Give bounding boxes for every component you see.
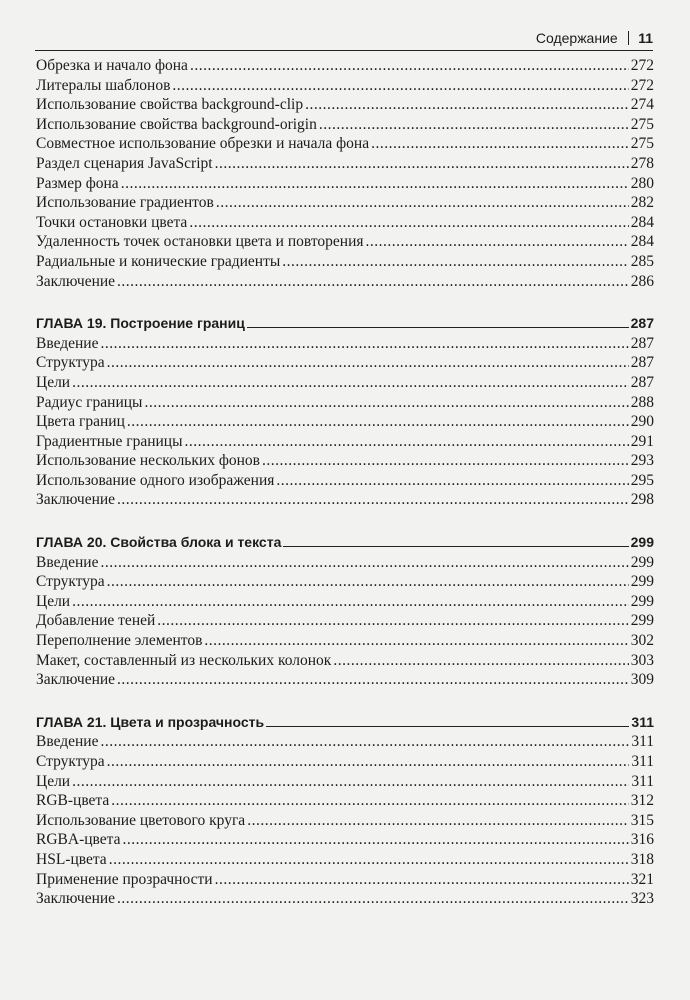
dot-leader xyxy=(72,373,629,393)
toc-entry-title: Заключение xyxy=(36,491,116,509)
toc-entry-title: Цвета границ xyxy=(36,413,125,431)
dot-leader xyxy=(100,732,629,752)
toc-entry-page: 295 xyxy=(630,471,654,489)
header-page-number: 11 xyxy=(638,30,653,46)
toc-entry-page: 311 xyxy=(631,753,654,770)
dot-leader xyxy=(122,830,628,850)
dot-leader xyxy=(216,193,629,213)
toc-entry-page: 287 xyxy=(630,334,654,352)
toc-entry xyxy=(36,592,654,612)
toc-entry-page: 291 xyxy=(630,432,654,450)
toc-entry xyxy=(36,631,654,651)
toc-entry-title: Использование одного изображения xyxy=(36,471,275,489)
toc-entry xyxy=(36,412,654,432)
dot-leader xyxy=(333,651,628,671)
toc-entry-page: 299 xyxy=(630,573,654,591)
toc-entry xyxy=(36,373,654,393)
toc-entry-title: Применение прозрачности xyxy=(36,870,213,888)
dot-leader xyxy=(215,870,629,890)
toc-entry xyxy=(36,393,654,413)
section-gap xyxy=(36,291,654,314)
dot-leader xyxy=(144,393,628,413)
toc-entry-page: 285 xyxy=(630,252,654,270)
dot-leader xyxy=(107,353,629,373)
toc-entry xyxy=(36,213,654,233)
toc-entry-page: 316 xyxy=(630,831,654,849)
toc-entry-page: 272 xyxy=(630,76,654,94)
chapter-title: ГЛАВА 20. Свойства блока и текста xyxy=(36,534,282,551)
header-separator xyxy=(628,31,630,45)
chapter-heading xyxy=(36,533,654,553)
toc-entry-title: RGBA-цвета xyxy=(36,831,121,849)
toc-entry-title: Литералы шаблонов xyxy=(36,76,171,94)
toc-entry-page: 282 xyxy=(630,194,654,212)
toc-entry xyxy=(36,811,654,831)
toc-entry-title: Заключение xyxy=(36,272,116,290)
chapter-page-number: 311 xyxy=(631,713,654,730)
dot-leader xyxy=(204,631,628,651)
header-title: Содержание xyxy=(535,30,618,46)
chapter-leader-line xyxy=(266,714,629,727)
table-of-contents xyxy=(36,56,654,909)
toc-entry xyxy=(36,174,654,194)
toc-entry xyxy=(36,252,654,272)
toc-entry-page: 280 xyxy=(630,174,654,192)
chapter-heading xyxy=(36,314,654,334)
dot-leader xyxy=(127,412,629,432)
toc-entry-title: Размер фона xyxy=(36,174,119,192)
toc-entry xyxy=(36,334,654,354)
dot-leader xyxy=(172,76,628,96)
toc-entry-title: Удаленность точек остановки цвета и повторения xyxy=(36,233,364,251)
toc-entry-title: HSL-цвета xyxy=(36,850,107,868)
dot-leader xyxy=(247,811,629,831)
toc-entry xyxy=(36,732,654,752)
toc-entry-title: Градиентные границы xyxy=(36,432,183,450)
toc-entry xyxy=(36,791,654,811)
toc-entry-page: 298 xyxy=(630,491,654,509)
dot-leader xyxy=(100,553,628,573)
toc-entry-page: 312 xyxy=(630,792,654,810)
toc-entry-page: 288 xyxy=(630,393,654,411)
toc-entry-page: 290 xyxy=(630,413,654,431)
dot-leader xyxy=(107,752,630,772)
section-gap xyxy=(36,510,654,533)
dot-leader xyxy=(111,791,628,811)
toc-entry xyxy=(36,572,654,592)
toc-entry xyxy=(36,272,654,292)
toc-entry-title: Введение xyxy=(36,733,99,751)
toc-entry-title: Цели xyxy=(36,373,71,391)
toc-entry-page: 299 xyxy=(630,592,654,610)
section-gap xyxy=(36,690,654,713)
dot-leader xyxy=(262,451,629,471)
toc-entry-title: Радиальные и конические градиенты xyxy=(36,252,281,270)
toc-entry xyxy=(36,353,654,373)
toc-entry xyxy=(36,830,654,850)
toc-entry-title: Использование цветового круга xyxy=(36,811,246,829)
toc-entry-page: 286 xyxy=(630,272,654,290)
toc-entry-title: Переполнение элементов xyxy=(36,632,203,650)
toc-entry-page: 278 xyxy=(630,154,654,172)
toc-entry-page: 293 xyxy=(630,452,654,470)
dot-leader xyxy=(72,772,629,792)
toc-entry-page: 299 xyxy=(630,553,654,571)
toc-entry-page: 274 xyxy=(630,96,654,114)
dot-leader xyxy=(305,95,629,115)
toc-entry-page: 318 xyxy=(630,850,654,868)
dot-leader xyxy=(215,154,629,174)
toc-entry xyxy=(36,611,654,631)
chapter-title: ГЛАВА 21. Цвета и прозрачность xyxy=(36,713,265,730)
dot-leader xyxy=(371,134,629,154)
toc-entry-page: 299 xyxy=(630,612,654,630)
toc-entry xyxy=(36,772,654,792)
dot-leader xyxy=(117,490,629,510)
dot-leader xyxy=(107,572,629,592)
toc-entry-title: Цели xyxy=(36,772,71,790)
toc-entry-page: 287 xyxy=(630,373,654,391)
chapter-page-number: 299 xyxy=(630,534,654,551)
toc-entry-page: 315 xyxy=(630,811,654,829)
toc-entry-title: Использование свойства background-origin xyxy=(36,115,317,133)
toc-entry xyxy=(36,56,654,76)
toc-entry xyxy=(36,154,654,174)
toc-entry-page: 302 xyxy=(630,632,654,650)
dot-leader xyxy=(185,432,629,452)
toc-entry xyxy=(36,651,654,671)
chapter-leader-line xyxy=(247,315,629,328)
toc-entry-title: Добавление теней xyxy=(36,612,156,630)
toc-entry xyxy=(36,232,654,252)
toc-entry xyxy=(36,76,654,96)
toc-entry-title: Введение xyxy=(36,334,99,352)
chapter-page-number: 287 xyxy=(630,315,654,332)
toc-entry-title: Структура xyxy=(36,573,105,591)
chapter-title: ГЛАВА 19. Построение границ xyxy=(36,315,245,332)
toc-entry xyxy=(36,193,654,213)
toc-entry-title: Раздел сценария JavaScript xyxy=(36,154,213,172)
toc-entry-page: 275 xyxy=(630,115,654,133)
toc-entry-title: Структура xyxy=(36,354,105,372)
toc-entry-page: 287 xyxy=(630,354,654,372)
dot-leader xyxy=(190,56,629,76)
toc-entry xyxy=(36,889,654,909)
dot-leader xyxy=(366,232,629,252)
dot-leader xyxy=(117,272,629,292)
toc-entry xyxy=(36,670,654,690)
toc-entry-title: Использование свойства background-clip xyxy=(36,96,304,114)
toc-entry-title: RGB-цвета xyxy=(36,792,110,810)
toc-entry-title: Заключение xyxy=(36,671,116,689)
toc-entry-page: 284 xyxy=(630,213,654,231)
toc-entry xyxy=(36,134,654,154)
toc-entry xyxy=(36,115,654,135)
dot-leader xyxy=(117,889,629,909)
toc-entry xyxy=(36,471,654,491)
toc-entry-title: Цели xyxy=(36,592,71,610)
toc-entry xyxy=(36,752,654,772)
toc-entry-page: 323 xyxy=(630,890,654,908)
toc-entry-page: 303 xyxy=(630,651,654,669)
chapter-leader-line xyxy=(283,534,628,547)
dot-leader xyxy=(189,213,628,233)
chapter-heading xyxy=(36,713,654,733)
toc-entry xyxy=(36,870,654,890)
toc-entry-page: 309 xyxy=(630,671,654,689)
dot-leader xyxy=(100,334,628,354)
dot-leader xyxy=(109,850,629,870)
toc-entry-page: 311 xyxy=(631,733,654,751)
dot-leader xyxy=(276,471,628,491)
toc-entry-page: 275 xyxy=(630,135,654,153)
toc-entry-title: Использование градиентов xyxy=(36,194,214,212)
toc-entry xyxy=(36,490,654,510)
toc-entry-title: Точки остановки цвета xyxy=(36,213,188,231)
toc-entry-title: Заключение xyxy=(36,890,116,908)
toc-entry-title: Макет, составленный из нескольких колонок xyxy=(36,651,332,669)
toc-entry-page: 321 xyxy=(630,870,654,888)
toc-entry-title: Введение xyxy=(36,553,99,571)
toc-entry xyxy=(36,850,654,870)
dot-leader xyxy=(117,670,629,690)
dot-leader xyxy=(72,592,629,612)
toc-entry-title: Радиус границы xyxy=(36,393,143,411)
toc-entry-title: Обрезка и начало фона xyxy=(36,57,188,74)
toc-entry-title: Использование нескольких фонов xyxy=(36,452,260,470)
toc-entry-page: 311 xyxy=(631,772,654,790)
dot-leader xyxy=(157,611,628,631)
page-header xyxy=(35,30,653,51)
dot-leader xyxy=(121,174,629,194)
toc-entry-page: 284 xyxy=(630,233,654,251)
toc-entry xyxy=(36,432,654,452)
dot-leader xyxy=(319,115,629,135)
toc-entry-title: Структура xyxy=(36,753,105,770)
toc-entry xyxy=(36,95,654,115)
toc-entry-title: Совместное использование обрезки и начала фона xyxy=(36,135,370,153)
toc-entry xyxy=(36,553,654,573)
toc-entry xyxy=(36,451,654,471)
dot-leader xyxy=(282,252,628,272)
toc-entry-page: 272 xyxy=(630,57,654,74)
